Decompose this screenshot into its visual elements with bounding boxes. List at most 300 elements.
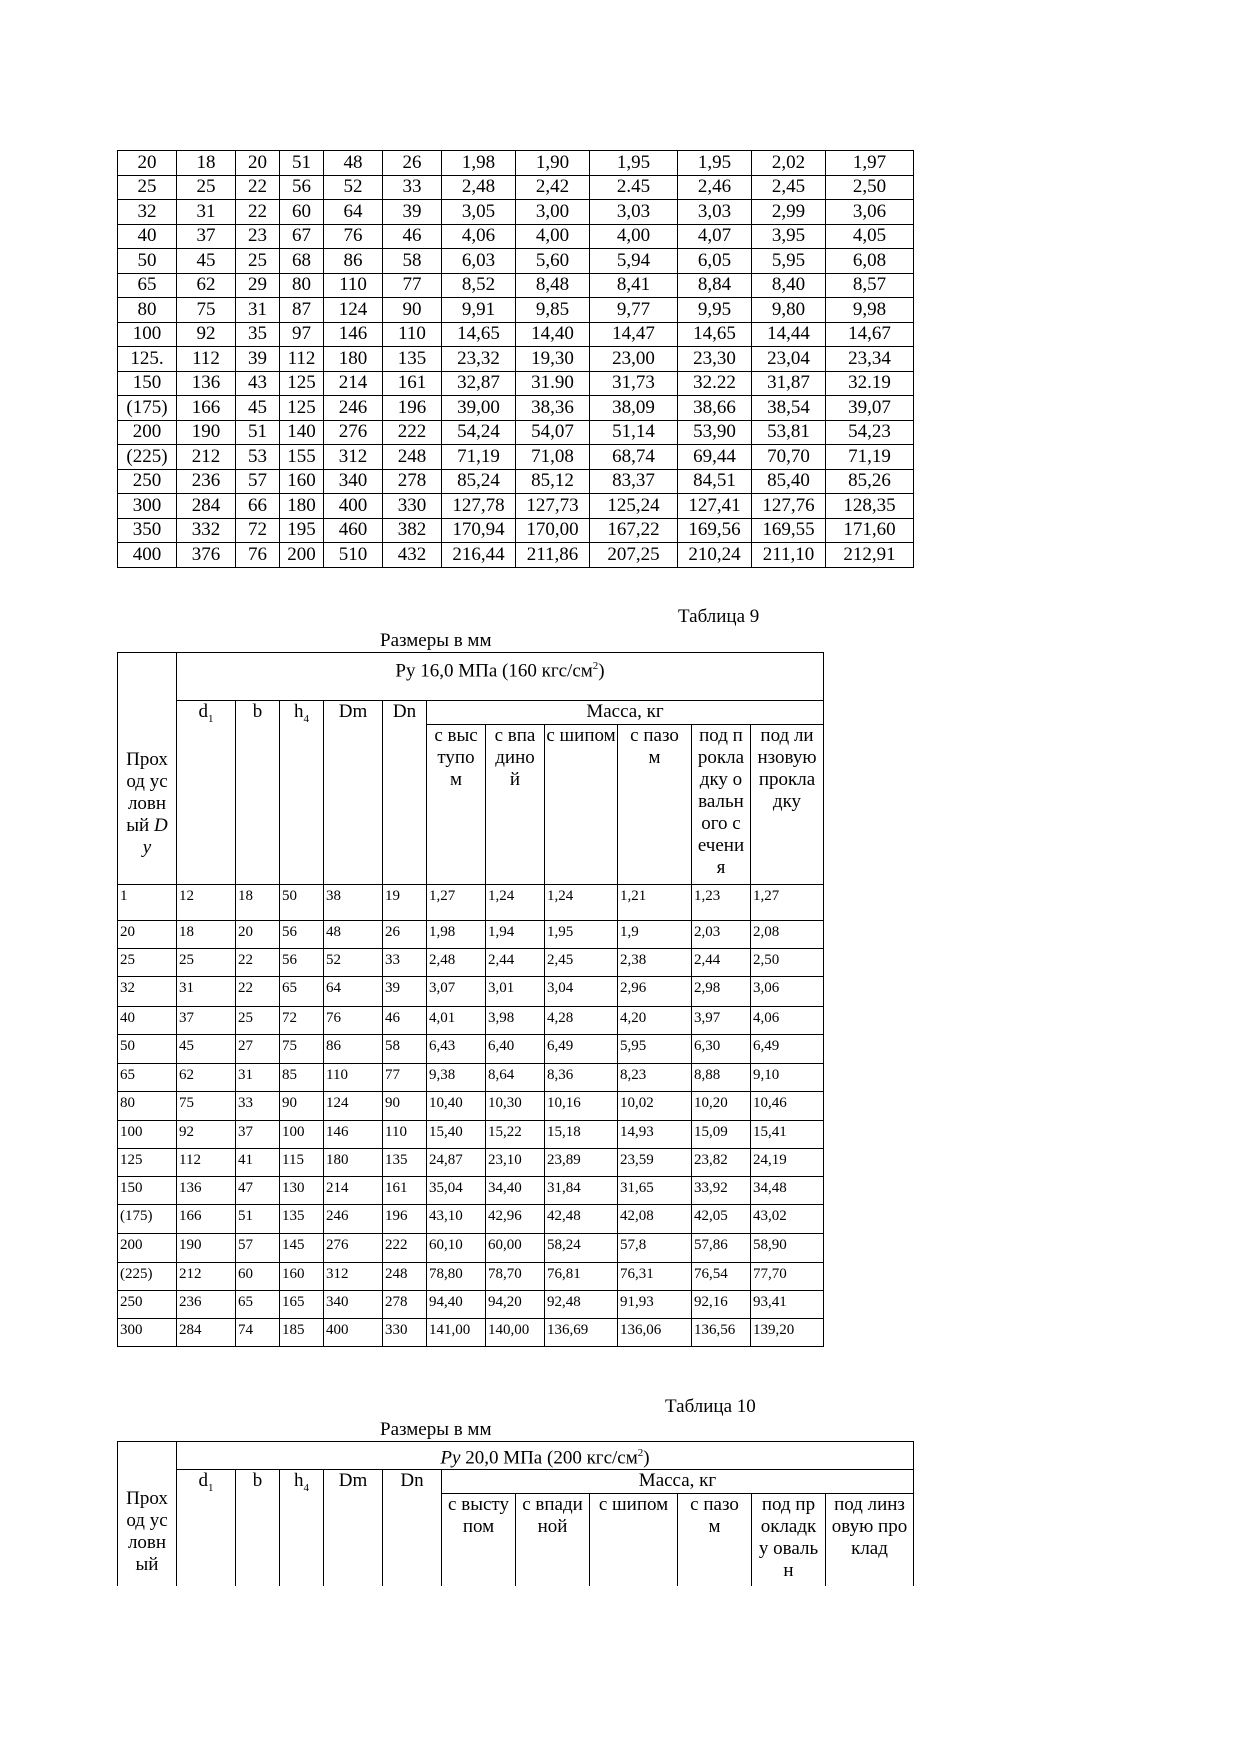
table-cell: 20 [236,921,280,949]
table-cell: 48 [324,151,383,176]
table-cell: 33 [236,1092,280,1121]
table-cell: 38,36 [516,396,590,421]
table-cell: 57 [236,469,280,494]
table-cell: 510 [324,543,383,568]
table-cell: 207,25 [590,543,678,568]
table-cell: 77 [383,273,442,298]
table-cell: 110 [383,322,442,347]
table-cell: 56 [280,175,324,200]
table-cell: 39,00 [442,396,516,421]
table-cell: 60,00 [486,1234,545,1263]
table-cell: 23 [236,224,280,249]
table-cell: 2,46 [678,175,752,200]
table-row [118,921,824,949]
table-row [118,1092,824,1121]
table-cell: 139,20 [751,1319,824,1347]
table-cell: 94,20 [486,1291,545,1319]
table-cell: 4,05 [826,224,914,249]
table-cell: 40 [118,1007,177,1035]
table-cell: 14,47 [590,322,678,347]
table-cell: 32 [118,977,177,1007]
table-cell: 93,41 [751,1291,824,1319]
table-cell: 45 [236,396,280,421]
table-cell: 38 [324,885,383,921]
table-cell: 23,34 [826,347,914,372]
table-cell: 4,28 [545,1007,618,1035]
table-cell: 24,19 [751,1149,824,1177]
table-cell: 75 [177,298,236,323]
table-cell: 3,04 [545,977,618,1007]
table-cell: 14,67 [826,322,914,347]
table-cell: 2,44 [692,949,751,977]
header-d1: $d_1$ [177,1470,236,1586]
table-cell: 100 [280,1121,324,1149]
table-cell: 3,05 [442,200,516,225]
table-cell: 3,07 [427,977,486,1007]
table-cell: 125 [280,371,324,396]
table-cell: 74 [236,1319,280,1347]
table-cell: 170,00 [516,518,590,543]
table-cell: 8,84 [678,273,752,298]
table-cell: 41 [236,1149,280,1177]
table-cell: 166 [177,396,236,421]
table-cell: 180 [324,347,383,372]
table-cell: 161 [383,371,442,396]
table-cell: 83,37 [590,469,678,494]
table-cell: 196 [383,396,442,421]
table-cell: 9,95 [678,298,752,323]
table-cell: 31,87 [752,371,826,396]
table-row [118,322,914,347]
table-cell: 38,66 [678,396,752,421]
table-cell: 165 [280,1291,324,1319]
table-cell: 37 [177,1007,236,1035]
table-cell: 26 [383,151,442,176]
table-cell: 20 [236,151,280,176]
table-cell: 246 [324,1205,383,1234]
table-body [118,151,914,568]
table-cell: 58,90 [751,1234,824,1263]
header-mass-col: с шипом [590,1494,678,1586]
table-cell: 5,95 [618,1035,692,1064]
table-cell: (225) [118,1263,177,1291]
table-cell: 127,73 [516,494,590,519]
table-cell: 1,95 [678,151,752,176]
table-row [118,347,914,372]
table-cell: 6,08 [826,249,914,274]
table-row [118,949,824,977]
table-cell: 211,10 [752,543,826,568]
table-cell: 33,92 [692,1177,751,1205]
table-row [118,494,914,519]
table-cell: 64 [324,200,383,225]
table-cell: 276 [324,1234,383,1263]
table-cell: 278 [383,1291,427,1319]
table-cell: 124 [324,298,383,323]
table-cell: 65 [118,1064,177,1092]
table-cell: 37 [177,224,236,249]
table-cell: 75 [280,1035,324,1064]
table-cell: 3,95 [752,224,826,249]
table-row [118,1064,824,1092]
table-cell: 135 [280,1205,324,1234]
table-cell: 23,00 [590,347,678,372]
table-cell: 85 [280,1064,324,1092]
table-cell: 200 [118,420,177,445]
table-cell: 1,27 [751,885,824,921]
table-cell: 135 [383,1149,427,1177]
table-cell: 18 [177,921,236,949]
table-cell: 53,90 [678,420,752,445]
table-cell: 110 [383,1121,427,1149]
table-cell: 1,97 [826,151,914,176]
table-cell: 52 [324,949,383,977]
table-cell: 23,10 [486,1149,545,1177]
header-mass-col: под линзовую проклад [826,1494,914,1586]
table-row [118,298,914,323]
table-cell: 8,57 [826,273,914,298]
table-cell: 222 [383,1234,427,1263]
table-cell: 3,97 [692,1007,751,1035]
table-cell: (175) [118,1205,177,1234]
table-cell: 100 [118,1121,177,1149]
table-cell: 2,45 [752,175,826,200]
table-cell: 54,23 [826,420,914,445]
table-cell: 400 [118,543,177,568]
table-cell: 80 [118,298,177,323]
table-cell: 14,65 [678,322,752,347]
table-cell: 3,00 [516,200,590,225]
table-cell: 60,10 [427,1234,486,1263]
table-cell: 91,93 [618,1291,692,1319]
table-cell: 150 [118,1177,177,1205]
table-cell: 6,43 [427,1035,486,1064]
table-cell: 3,03 [678,200,752,225]
table-cell: 24,87 [427,1149,486,1177]
table-cell: 35,04 [427,1177,486,1205]
table-row [118,885,824,921]
table-cell: 200 [280,543,324,568]
table-cell: 34,48 [751,1177,824,1205]
table-10-units: Размеры в мм [380,1419,492,1440]
table-cell: 2,96 [618,977,692,1007]
table-cell: 2,38 [618,949,692,977]
table-cell: 400 [324,1319,383,1347]
table-10-header [118,1442,914,1586]
table-cell: 6,49 [751,1035,824,1064]
table-row [118,1007,824,1035]
table-cell: 125 [118,1149,177,1177]
table-cell: 15,22 [486,1121,545,1149]
header-mass-col: под прокладку овальн [752,1494,826,1586]
header-dn-cell [118,653,177,885]
table-cell: 60 [236,1263,280,1291]
table-cell: 124 [324,1092,383,1121]
header-mass-col: с впадиной [516,1494,590,1586]
table-cell: 46 [383,224,442,249]
table-cell: 300 [118,1319,177,1347]
table-cell: 5,94 [590,249,678,274]
table-cell: 51 [236,420,280,445]
table-cell: 48 [324,921,383,949]
table-cell: (225) [118,445,177,470]
table-cell: 145 [280,1234,324,1263]
table-cell: 10,02 [618,1092,692,1121]
table-cell: 31 [177,200,236,225]
table-cell: 340 [324,469,383,494]
table-cell: 87 [280,298,324,323]
table-cell: 110 [324,1064,383,1092]
table-cell: 14,65 [442,322,516,347]
table-cell: 15,09 [692,1121,751,1149]
table-cell: 23,32 [442,347,516,372]
table-cell: 9,91 [442,298,516,323]
table-cell: 51 [280,151,324,176]
table-cell: 50 [280,885,324,921]
header-mass-col: под прокладку овального сечения [692,725,751,885]
table-cell: 250 [118,469,177,494]
header-h4: $h_4$ [280,701,324,885]
table-cell: 2,02 [752,151,826,176]
table-cell: 33 [383,949,427,977]
table-cell: 90 [383,1092,427,1121]
table-cell: 78,70 [486,1263,545,1291]
table-cell: 58,24 [545,1234,618,1263]
table-cell: 69,44 [678,445,752,470]
table-cell: 216,44 [442,543,516,568]
table-cell: 18 [177,151,236,176]
table-cell: 72 [236,518,280,543]
table-cell: 39 [236,347,280,372]
table-cell: 31 [236,1064,280,1092]
table-cell: 38,54 [752,396,826,421]
table-cell: 43,02 [751,1205,824,1234]
table-row [118,1234,824,1263]
table-cell: 47 [236,1177,280,1205]
table-9-units: Размеры в мм [380,630,492,651]
table-cell: 34,40 [486,1177,545,1205]
table-cell: 92 [177,322,236,347]
table-cell: 190 [177,1234,236,1263]
flange-table-continuation [117,150,914,568]
table-cell: 4,00 [590,224,678,249]
table-cell: 77 [383,1064,427,1092]
table-cell: 246 [324,396,383,421]
header-mass-col: с пазом [678,1494,752,1586]
table-cell: 2,98 [692,977,751,1007]
table-row [118,977,824,1007]
table-cell: 56 [280,921,324,949]
table-cell: 211,86 [516,543,590,568]
table-cell: 4,01 [427,1007,486,1035]
table-row [118,1035,824,1064]
table-cell: 8,36 [545,1064,618,1092]
table-cell: 25 [177,175,236,200]
table-cell: 45 [177,1035,236,1064]
table-cell: 6,05 [678,249,752,274]
table-row [118,1291,824,1319]
table-cell: 76 [324,1007,383,1035]
table-cell: 4,20 [618,1007,692,1035]
table-cell: 22 [236,949,280,977]
table-cell: 65 [236,1291,280,1319]
table-row [118,371,914,396]
table-cell: 31 [236,298,280,323]
header-b: b [236,1470,280,1586]
table-cell: 100 [118,322,177,347]
table-cell: 86 [324,1035,383,1064]
table-cell: 27 [236,1035,280,1064]
table-cell: 5,95 [752,249,826,274]
header-dn-italic: Dy [142,814,168,858]
table-cell: 141,00 [427,1319,486,1347]
table-cell: 125. [118,347,177,372]
table-cell: 278 [383,469,442,494]
table-10 [117,1441,914,1586]
table-cell: 2,08 [751,921,824,949]
table-cell: 125 [280,396,324,421]
table-cell: 3,06 [751,977,824,1007]
table-cell: 22 [236,200,280,225]
table-cell: 14,93 [618,1121,692,1149]
table-cell: 195 [280,518,324,543]
table-cell: 57,86 [692,1234,751,1263]
table-cell: 250 [118,1291,177,1319]
table-cell: 23,82 [692,1149,751,1177]
table-cell: 77,70 [751,1263,824,1291]
table-cell: 4,06 [751,1007,824,1035]
table-cell: 92,48 [545,1291,618,1319]
table-cell: 112 [280,347,324,372]
table-cell: 166 [177,1205,236,1234]
table-cell: 400 [324,494,383,519]
table-cell: 330 [383,1319,427,1347]
header-dm: Dm [324,701,383,885]
table-cell: 350 [118,518,177,543]
table-cell: 185 [280,1319,324,1347]
table-cell: 9,85 [516,298,590,323]
table-cell: 15,18 [545,1121,618,1149]
table-cell: 167,22 [590,518,678,543]
table-cell: (175) [118,396,177,421]
table-cell: 25 [236,249,280,274]
table-cell: 8,41 [590,273,678,298]
table-cell: 43,10 [427,1205,486,1234]
table-cell: 136 [177,371,236,396]
table-cell: 460 [324,518,383,543]
table-cell: 19 [383,885,427,921]
table-cell: 4,07 [678,224,752,249]
table-cell: 32,87 [442,371,516,396]
table-9-body [118,885,824,1347]
header-mass: Масса, кг [427,701,824,725]
table-cell: 39 [383,200,442,225]
table-cell: 376 [177,543,236,568]
table-cell: 115 [280,1149,324,1177]
table-cell: 23,59 [618,1149,692,1177]
table-cell: 171,60 [826,518,914,543]
table-cell: 169,56 [678,518,752,543]
header-mass-col: с пазом [618,725,692,885]
table-cell: 65 [280,977,324,1007]
table-cell: 1 [118,885,177,921]
table-cell: 112 [177,1149,236,1177]
table-cell: 10,16 [545,1092,618,1121]
table-cell: 42,96 [486,1205,545,1234]
table-cell: 136 [177,1177,236,1205]
table-cell: 57,8 [618,1234,692,1263]
table-cell: 140,00 [486,1319,545,1347]
table-cell: 1,21 [618,885,692,921]
header-mass-col: с впадиной [486,725,545,885]
table-cell: 200 [118,1234,177,1263]
table-cell: 22 [236,175,280,200]
table-cell: 214 [324,1177,383,1205]
table-cell: 50 [118,1035,177,1064]
table-row [118,151,914,176]
table-cell: 60 [280,200,324,225]
table-cell: 6,40 [486,1035,545,1064]
table-cell: 180 [324,1149,383,1177]
table-cell: 85,12 [516,469,590,494]
table-cell: 9,10 [751,1064,824,1092]
table-cell: 25 [118,175,177,200]
table-cell: 284 [177,1319,236,1347]
table-cell: 31,73 [590,371,678,396]
table-9-caption: Таблица 9 [678,606,760,627]
table-row [118,249,914,274]
table-cell: 25 [236,1007,280,1035]
table-cell: 54,24 [442,420,516,445]
table-cell: 51 [236,1205,280,1234]
table-cell: 38,09 [590,396,678,421]
table-cell: 45 [177,249,236,274]
table-cell: 248 [383,1263,427,1291]
table-cell: 146 [324,1121,383,1149]
table-cell: 284 [177,494,236,519]
table-cell: 58 [383,1035,427,1064]
table-cell: 248 [383,445,442,470]
header-mass: Масса, кг [442,1470,914,1494]
table-cell: 15,41 [751,1121,824,1149]
table-10-caption: Таблица 10 [665,1396,756,1417]
table-cell: 92 [177,1121,236,1149]
table-cell: 136,56 [692,1319,751,1347]
table-cell: 190 [177,420,236,445]
table-cell: 14,40 [516,322,590,347]
header-dn-label: Проход условный [126,748,168,836]
table-cell: 78,80 [427,1263,486,1291]
table-cell: 51,14 [590,420,678,445]
table-cell: 46 [383,1007,427,1035]
table-cell: 25 [177,949,236,977]
table-row [118,518,914,543]
table-cell: 169,55 [752,518,826,543]
table-cell: 72 [280,1007,324,1035]
table-cell: 22 [236,977,280,1007]
table-cell: 1,24 [486,885,545,921]
table-cell: 3,98 [486,1007,545,1035]
table-row [118,1121,824,1149]
table-cell: 31,84 [545,1177,618,1205]
table-cell: 23,04 [752,347,826,372]
table-cell: 14,44 [752,322,826,347]
header-dn: Dn [383,701,427,885]
table-cell: 23,89 [545,1149,618,1177]
table-cell: 33 [383,175,442,200]
table-cell: 19,30 [516,347,590,372]
table-cell: 3,01 [486,977,545,1007]
